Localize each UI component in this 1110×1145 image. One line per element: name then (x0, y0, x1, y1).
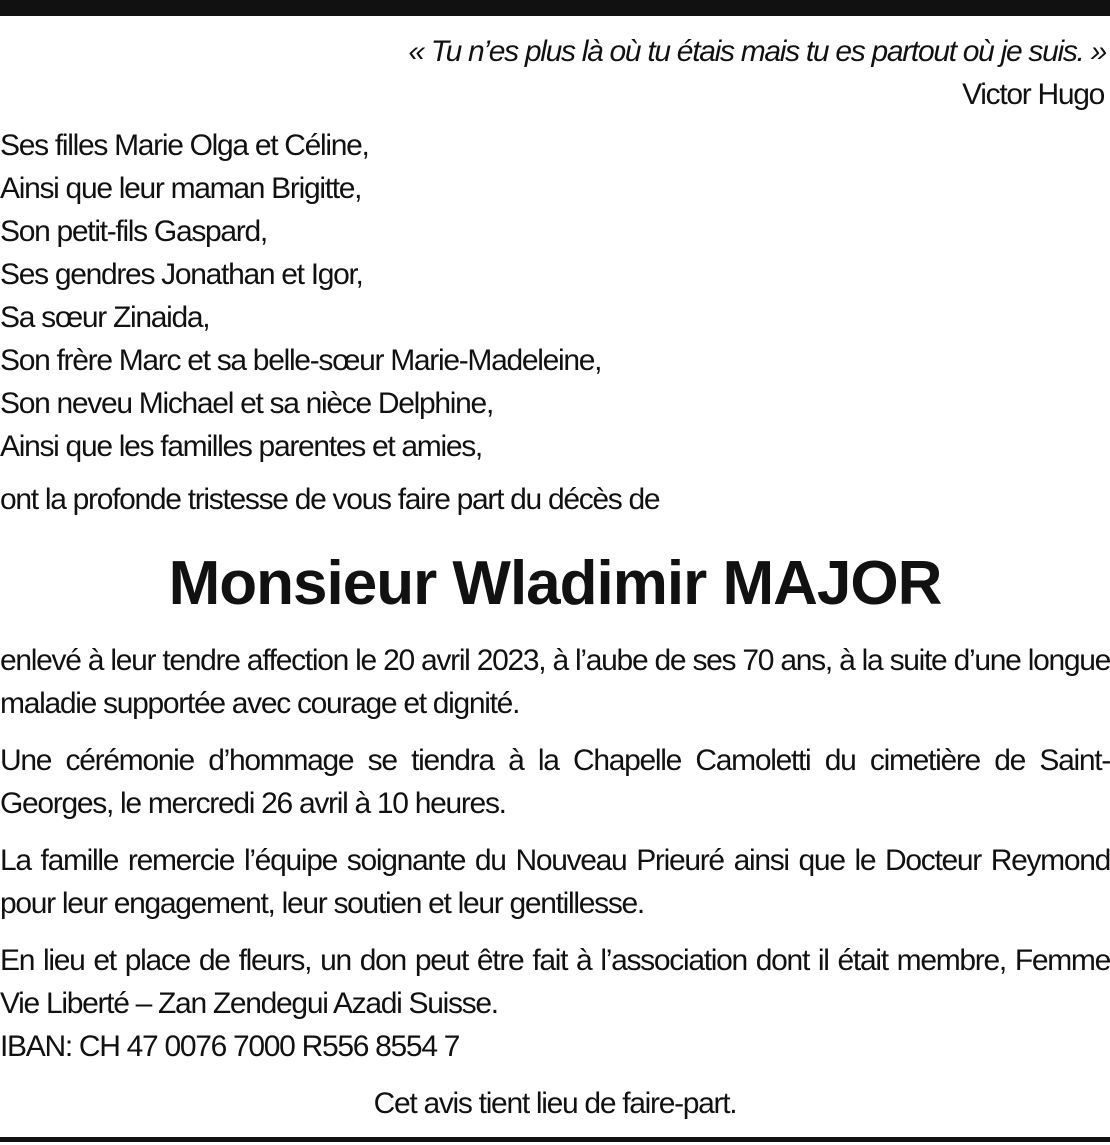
donation-paragraph: En lieu et place de fleurs, un don peut être fait à l’association dont il était membre, Femme Vie Liberté – Zan Zendegui Azadi Suisse. (0, 944, 1110, 1020)
thanks-paragraph: La famille remercie l’équipe soignante du Nouveau Prieuré ainsi que le Docteur Reymond pour leur engagement, leur soutien et leur gentillesse. (0, 844, 1110, 920)
deceased-name: Monsieur Wladimir MAJOR (168, 549, 942, 618)
family-line: Ainsi que les familles parentes et amies, (0, 430, 482, 463)
top-border-rule (0, 0, 1110, 16)
family-line: Son neveu Michael et sa nièce Delphine, (0, 387, 493, 420)
epigraph-author: Victor Hugo (962, 78, 1104, 111)
closing-line: Cet avis tient lieu de faire-part. (373, 1087, 737, 1120)
ceremony-paragraph: Une cérémonie d’hommage se tiendra à la Chapelle Camoletti du cimetière de Saint-Georges, le mercredi 26 avril à 10 heures. (0, 744, 1110, 820)
bottom-border-rule (0, 1137, 1110, 1142)
announcement-intro: ont la profonde tristesse de vous faire part du décès de (0, 483, 660, 516)
death-paragraph: enlevé à leur tendre affection le 20 avril 2023, à l’aube de ses 70 ans, à la suite d’une longue maladie supportée avec courage et dignité. (0, 644, 1110, 720)
obituary-notice (0, 30, 1110, 1125)
family-line: Son frère Marc et sa belle-sœur Marie-Madeleine, (0, 344, 602, 377)
family-line: Sa sœur Zinaida, (0, 301, 210, 334)
family-line: Son petit-fils Gaspard, (0, 215, 267, 248)
family-line: Ainsi que leur maman Brigitte, (0, 172, 362, 205)
family-list (0, 124, 1110, 468)
iban-line: IBAN: CH 47 0076 7000 R556 8554 7 (0, 1030, 460, 1063)
family-line: Ses filles Marie Olga et Céline, (0, 129, 369, 162)
epigraph-quote: « Tu n’es plus là où tu étais mais tu es partout où je suis. » (408, 35, 1106, 68)
family-line: Ses gendres Jonathan et Igor, (0, 258, 363, 291)
